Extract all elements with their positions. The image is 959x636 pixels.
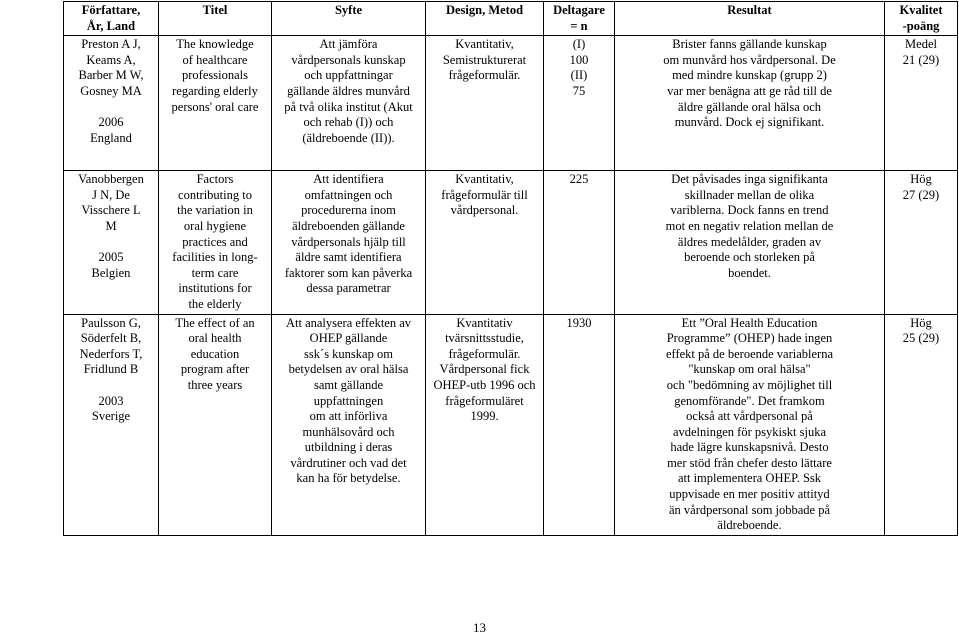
design-cell: Kvantitativ, frågeformulär till vårdpersonal. xyxy=(426,171,544,314)
header-aim: Syfte xyxy=(272,2,426,36)
header-participants: Deltagare = n xyxy=(544,2,615,36)
participants-cell: (I) 100 (II) 75 xyxy=(544,36,615,171)
result-cell: Brister fanns gällande kunskap om munvård hos vårdpersonal. De med mindre kunskap (grupp 2) var mer benägna att ge råd till de äldre gällande oral hälsa och munvård. Dock ej signifikant. xyxy=(615,36,885,171)
aim-cell: Att analysera effekten av OHEP gällande ssk´s kunskap om betydelsen av oral hälsa samt gällande uppfattningen om att införliva munhälsovård och utbildning i deras vårdrutiner och vad det kan ha för betydelse. xyxy=(272,314,426,535)
design-cell: Kvantitativ, Semistrukturerat frågeformulär. xyxy=(426,36,544,171)
design-cell: Kvantitativ tvärsnittsstudie, frågeformulär. Vårdpersonal fick OHEP-utb 1996 och frågeformuläret 1999. xyxy=(426,314,544,535)
quality-cell: Hög 27 (29) xyxy=(885,171,958,314)
header-design: Design, Metod xyxy=(426,2,544,36)
title-cell: The effect of an oral health education program after three years xyxy=(159,314,272,535)
table-row xyxy=(64,314,958,535)
header-author: Författare, År, Land xyxy=(64,2,159,36)
result-cell: Det påvisades inga signifikanta skillnader mellan de olika variblerna. Dock fanns en trend mot en negativ relation mellan de äldres medelålder, graden av beroende och storleken på boendet. xyxy=(615,171,885,314)
table-row xyxy=(64,36,958,171)
quality-cell: Medel 21 (29) xyxy=(885,36,958,171)
literature-review-table xyxy=(63,1,958,536)
result-cell: Ett ”Oral Health Education Programme” (OHEP) hade ingen effekt på de beroende variablerna "kunskap om oral hälsa" och "bedömning av möjlighet till genomförande". Det framkom också att vårdpersonal på avdelningen för psykiskt sjuka hade lägre kunskapsnivå. Desto mer stöd från chefer desto lättare att implementera OHEP. Ssk uppvisade en mer positiv attityd än vårdpersonal som jobbade på äldreboende. xyxy=(615,314,885,535)
author-cell: Paulsson G, Söderfelt B, Nederfors T, Fridlund B 2003 Sverige xyxy=(64,314,159,535)
author-cell: Vanobbergen J N, De Visschere L M 2005 Belgien xyxy=(64,171,159,314)
table-row xyxy=(64,171,958,314)
header-title: Titel xyxy=(159,2,272,36)
aim-cell: Att identifiera omfattningen och procedurerna inom äldreboenden gällande vårdpersonals hjälp till äldre samt identifiera faktorer som kan påverka dessa parametrar xyxy=(272,171,426,314)
participants-cell: 1930 xyxy=(544,314,615,535)
title-cell: The knowledge of healthcare professionals regarding elderly persons' oral care xyxy=(159,36,272,171)
author-cell: Preston A J, Keams A, Barber M W, Gosney MA 2006 England xyxy=(64,36,159,171)
quality-cell: Hög 25 (29) xyxy=(885,314,958,535)
header-result: Resultat xyxy=(615,2,885,36)
page-number: 13 xyxy=(473,620,486,635)
participants-cell: 225 xyxy=(544,171,615,314)
header-row xyxy=(64,2,958,36)
aim-cell: Att jämföra vårdpersonals kunskap och uppfattningar gällande äldres munvård på två olika institut (Akut och rehab (I)) och (äldreboende (II)). xyxy=(272,36,426,171)
header-quality: Kvalitet -poäng xyxy=(885,2,958,36)
title-cell: Factors contributing to the variation in oral hygiene practices and facilities in long- term care institutions for the elderly xyxy=(159,171,272,314)
